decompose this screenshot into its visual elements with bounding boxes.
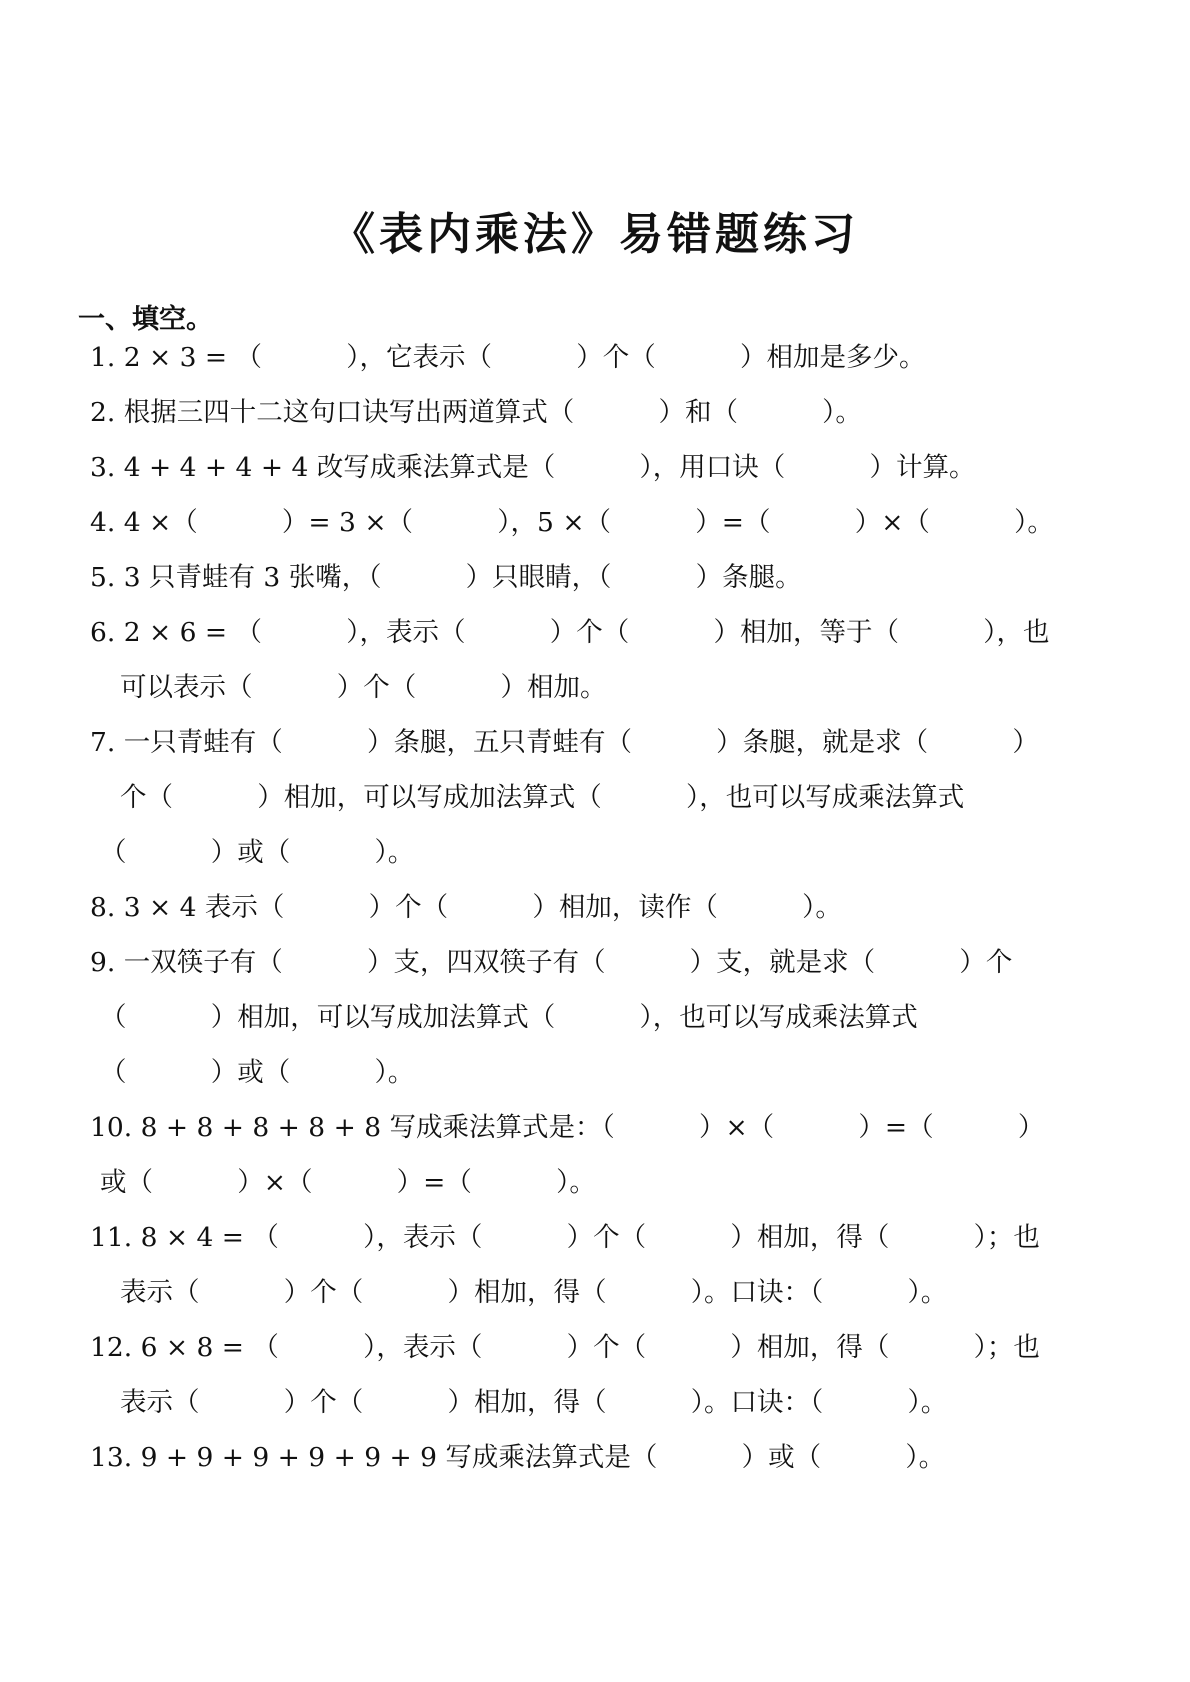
question-4: 4. 4 ×（ ）= 3 ×（ ），5 ×（ ）=（ ）×（ ）。	[90, 507, 1054, 538]
question-10: 10. 8 + 8 + 8 + 8 + 8 写成乘法算式是：（ ）×（ ）=（ ）	[90, 1112, 1045, 1143]
section-heading: 一、填空。	[78, 304, 213, 335]
question-5: 5. 3 只青蛙有 3 张嘴，（ ）只眼睛，（ ）条腿。	[90, 562, 802, 593]
question-1: 1. 2 × 3 = （ ），它表示（ ）个（ ）相加是多少。	[90, 342, 926, 373]
question-9-cont-2: （ ）或（ ）。	[100, 1057, 415, 1088]
question-6: 6. 2 × 6 = （ ），表示（ ）个（ ）相加，等于（ ），也	[90, 617, 1050, 648]
page-title: 《表内乘法》易错题练习	[331, 209, 859, 260]
question-7: 7. 一只青蛙有（ ）条腿，五只青蛙有（ ）条腿，就是求（ ）	[90, 727, 1039, 758]
question-7-cont: 个（ ）相加，可以写成加法算式（ ），也可以写成乘法算式	[120, 782, 965, 813]
question-11-cont: 表示（ ）个（ ）相加，得（ ）。口诀：（ ）。	[120, 1277, 948, 1308]
question-11: 11. 8 × 4 = （ ），表示（ ）个（ ）相加，得（ ）；也	[90, 1222, 1040, 1253]
question-7-cont-2: （ ）或（ ）。	[100, 837, 415, 868]
question-9: 9. 一双筷子有（ ）支，四双筷子有（ ）支，就是求（ ）个	[90, 947, 1013, 978]
question-9-cont: （ ）相加，可以写成加法算式（ ），也可以写成乘法算式	[100, 1002, 918, 1033]
question-3: 3. 4 + 4 + 4 + 4 改写成乘法算式是（ ），用口诀（ ）计算。	[90, 452, 976, 483]
question-12: 12. 6 × 8 = （ ），表示（ ）个（ ）相加，得（ ）；也	[90, 1332, 1040, 1363]
question-8: 8. 3 × 4 表示（ ）个（ ）相加，读作（ ）。	[90, 892, 842, 923]
question-6-cont: 可以表示（ ）个（ ）相加。	[120, 672, 607, 703]
question-2: 2. 根据三四十二这句口诀写出两道算式（ ）和（ ）。	[90, 397, 862, 428]
question-10-cont: 或（ ）×（ ）=（ ）。	[100, 1167, 596, 1198]
question-13: 13. 9 + 9 + 9 + 9 + 9 + 9 写成乘法算式是（ ）或（ ）。	[90, 1442, 946, 1473]
question-12-cont: 表示（ ）个（ ）相加，得（ ）。口诀：（ ）。	[120, 1387, 948, 1418]
